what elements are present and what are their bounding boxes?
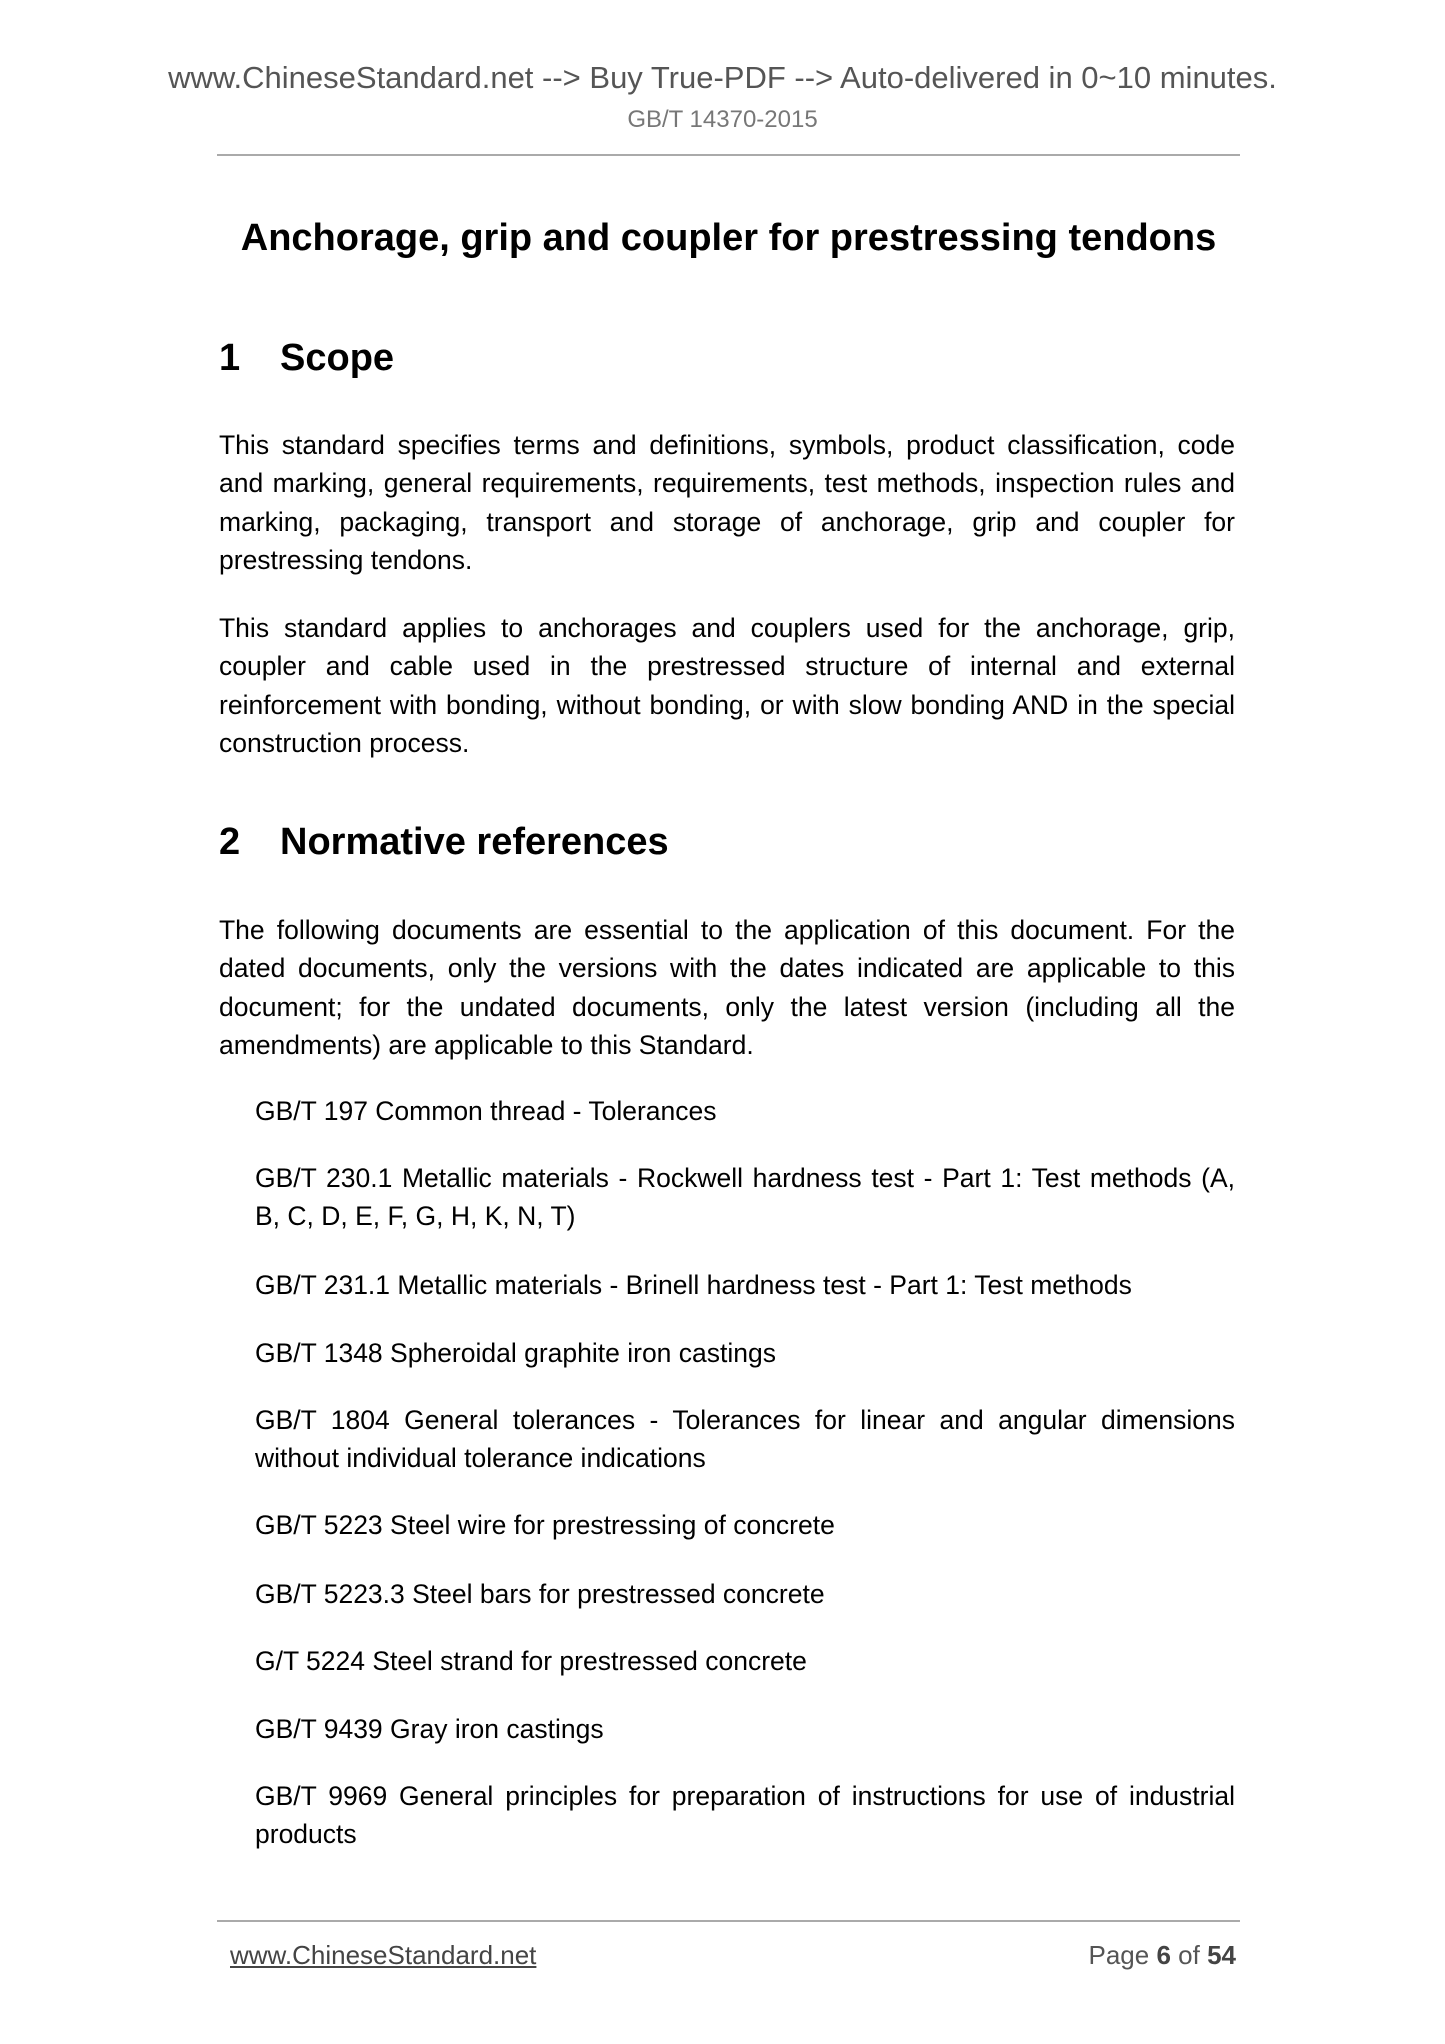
page-current: 6 (1156, 1940, 1171, 1970)
page-of: of (1178, 1940, 1200, 1970)
footer-divider (217, 1920, 1240, 1922)
section-heading-normative-references (219, 821, 669, 864)
page-total: 54 (1207, 1940, 1236, 1970)
references-intro-paragraph: The following documents are essential to the application of this document. For the dated documents, only the versions with the dates indicated are applicable to this document; for the undated documents, only the latest version (including all the amendments) are applicable to this Standard. (219, 915, 1235, 1060)
page-number (1088, 1940, 1236, 1971)
reference-item: GB/T 230.1 Metallic materials - Rockwell hardness test - Part 1: Test methods (A, B, C, D, E, F, G, H, K, N, T) (255, 1163, 1235, 1232)
section-title: Normative references (280, 821, 669, 863)
header-divider (217, 154, 1240, 156)
section-title: Scope (280, 337, 395, 379)
reference-item: GB/T 5223 Steel wire for prestressing of concrete (255, 1510, 835, 1540)
standard-code: GB/T 14370-2015 (627, 106, 818, 133)
section-heading-scope (219, 337, 394, 380)
reference-item: GB/T 5223.3 Steel bars for prestressed concrete (255, 1579, 825, 1609)
reference-item: GB/T 197 Common thread - Tolerances (255, 1096, 717, 1126)
reference-item: GB/T 1348 Spheroidal graphite iron castings (255, 1338, 776, 1368)
page-prefix: Page (1088, 1940, 1150, 1970)
reference-item: GB/T 9969 General principles for preparation of instructions for use of industrial products (255, 1781, 1235, 1850)
scope-paragraph-2: This standard applies to anchorages and couplers used for the anchorage, grip, coupler and cable used in the prestressed structure of internal and external reinforcement with bonding, without bonding, or with slow bonding AND in the special construction process. (219, 613, 1235, 758)
header-banner: www.ChineseStandard.net --> Buy True-PDF --> Auto-delivered in 0~10 minutes. (168, 60, 1277, 95)
document-title: Anchorage, grip and coupler for prestressing tendons (240, 217, 1217, 259)
reference-item: G/T 5224 Steel strand for prestressed concrete (255, 1646, 807, 1676)
reference-item: GB/T 9439 Gray iron castings (255, 1714, 604, 1744)
scope-paragraph-1: This standard specifies terms and definitions, symbols, product classification, code and marking, general requirements, requirements, test methods, inspection rules and marking, packaging, transport and storage of anchorage, grip and coupler for prestressing tendons. (219, 430, 1235, 575)
reference-item: GB/T 1804 General tolerances - Tolerances for linear and angular dimensions without individual tolerance indications (255, 1405, 1235, 1474)
section-number: 2 (219, 821, 241, 863)
footer-website-link[interactable]: www.ChineseStandard.net (230, 1940, 537, 1970)
reference-item: GB/T 231.1 Metallic materials - Brinell hardness test - Part 1: Test methods (255, 1270, 1132, 1300)
section-number: 1 (219, 337, 241, 379)
